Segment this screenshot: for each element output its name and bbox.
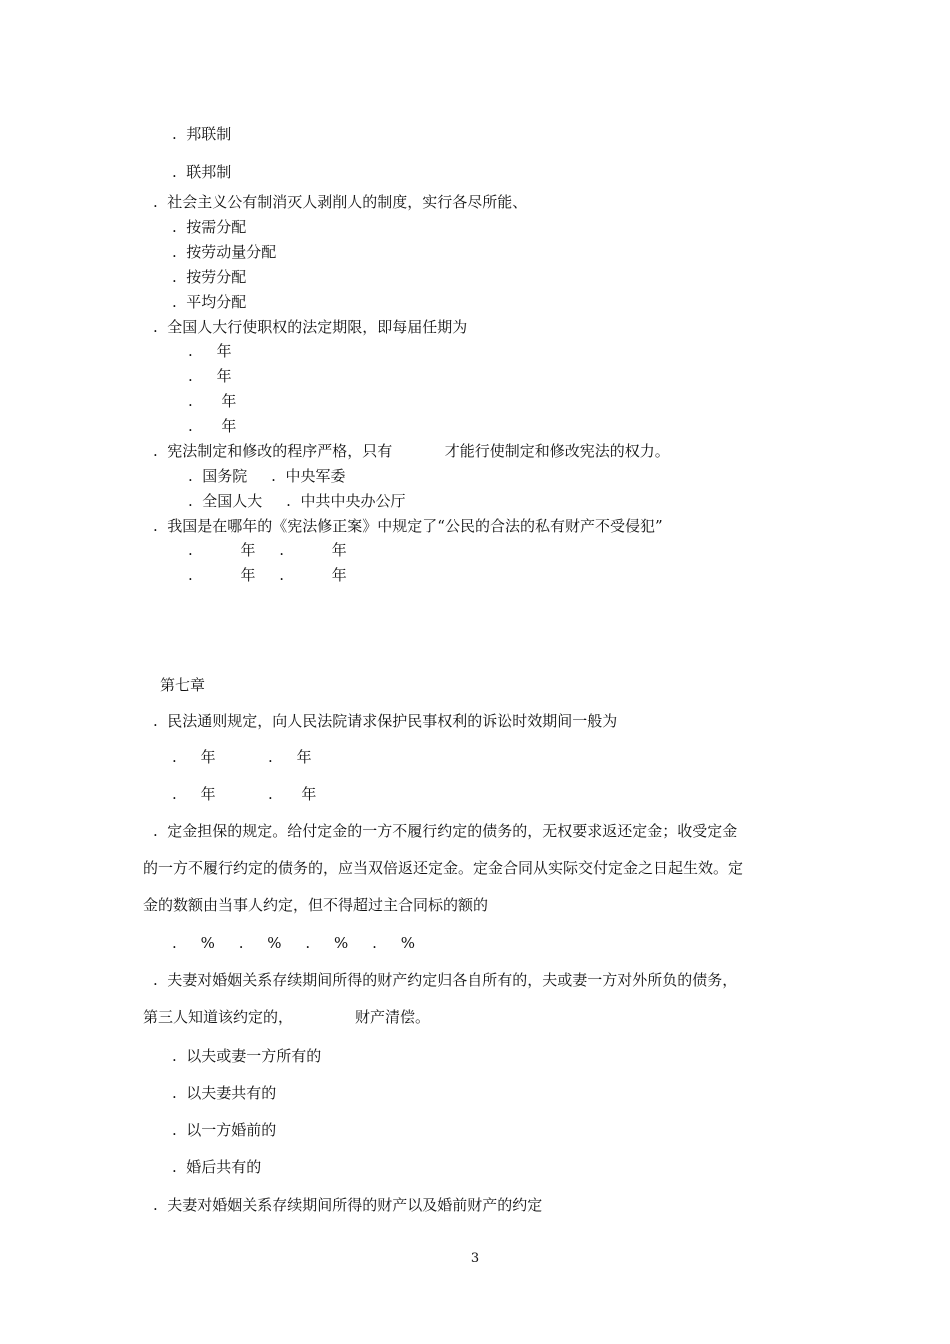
question-socialism-distribution: . 社会主义公有制消灭人剥削人的制度，实行各尽所能、 <box>153 193 528 211</box>
question-limitation-period: . 民法通则规定，向人民法院请求保护民事权利的诉讼时效期间一般为 <box>153 712 618 730</box>
year-options-row-4: . 年 . 年 <box>172 785 317 803</box>
option-labor: . 按劳分配 <box>172 268 247 286</box>
option-equal: . 平均分配 <box>172 293 247 311</box>
question-deposit-2: 的一方不履行约定的债务的，应当双倍返还定金。定金合同从实际交付定金之日起生效。定 <box>143 859 744 877</box>
question-marital-agreement: . 夫妻对婚姻关系存续期间所得的财产以及婚前财产的约定 <box>153 1196 543 1214</box>
option-year-c: . 年 <box>188 392 237 410</box>
options-row-2: . 全国人大 . 中共中央办公厅 <box>188 492 406 510</box>
option-confederation: . 邦联制 <box>172 125 232 143</box>
option-spouse-owned: . 以夫或妻一方所有的 <box>172 1047 322 1065</box>
question-npc-term: . 全国人大行使职权的法定期限，即每届任期为 <box>153 318 468 336</box>
question-marital-debt-1: . 夫妻对婚姻关系存续期间所得的财产约定归各自所有的，夫或妻一方对外所负的债务， <box>153 971 738 989</box>
option-year-d: . 年 <box>188 417 237 435</box>
option-need: . 按需分配 <box>172 218 247 236</box>
question-private-property: . 我国是在哪年的《宪法修正案》中规定了“公民的合法的私有财产不受侵犯” <box>153 517 663 535</box>
year-options-row-1: . 年 . 年 <box>188 541 347 559</box>
question-deposit-1: . 定金担保的规定。给付定金的一方不履行约定的债务的，无权要求返还定金；收受定金 <box>153 822 738 840</box>
option-federation: . 联邦制 <box>172 163 232 181</box>
question-marital-debt-2: 第三人知道该约定的， 财产清偿。 <box>143 1008 430 1026</box>
chapter-heading: 第七章 <box>160 676 206 694</box>
option-year-a: . 年 <box>188 342 232 360</box>
year-options-row-3: . 年 . 年 <box>172 748 312 766</box>
question-deposit-3: 金的数额由当事人约定，但不得超过主合同标的额的 <box>143 896 489 914</box>
option-post-marital: . 婚后共有的 <box>172 1158 262 1176</box>
options-row-1: . 国务院 . 中央军委 <box>188 467 346 485</box>
option-labor-quantity: . 按劳动量分配 <box>172 243 277 261</box>
percent-options-row: . % . % . % . % <box>172 934 415 952</box>
option-joint-owned: . 以夫妻共有的 <box>172 1084 277 1102</box>
page-number: 3 <box>470 1251 480 1266</box>
year-options-row-2: . 年 . 年 <box>188 566 347 584</box>
option-year-b: . 年 <box>188 367 232 385</box>
option-premarital: . 以一方婚前的 <box>172 1121 277 1139</box>
question-constitution-amend: . 宪法制定和修改的程序严格，只有 才能行使制定和修改宪法的权力。 <box>153 442 670 460</box>
